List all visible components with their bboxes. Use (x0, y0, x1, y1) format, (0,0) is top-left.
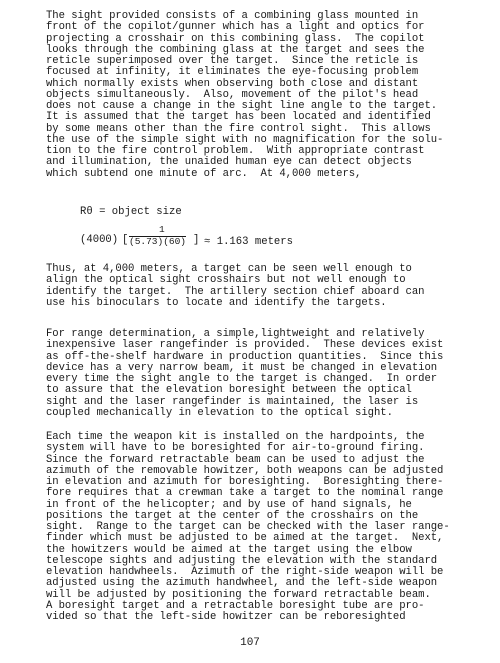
text-line: to assure that the elevation boresight between the optical (46, 384, 412, 397)
text-line: finder which must be adjusted to be aimed at the target. Next, (46, 532, 444, 545)
paragraph-boresighting (46, 432, 482, 623)
text-line: projecting a crosshair on this combining glass. The copilot (46, 32, 425, 45)
paragraph-range-determination (46, 329, 482, 419)
text-line: fore requires that a crewman take a target to the nominal range (46, 487, 444, 500)
paragraph-sight-description (46, 11, 482, 180)
text-line: sight. Range to the target can be checked with the laser range- (46, 521, 450, 533)
text-line: focused at infinity, it eliminates the eye-focusing problem (46, 66, 419, 79)
text-line: For range determination, a simple,lightweight and relatively (46, 328, 425, 340)
text-line: align the optical sight crosshairs but not well enough to (46, 274, 406, 287)
text-line: system will have to be boresighted for air-to-ground firing. (46, 442, 425, 455)
text-line: every time the sight angle to the target is changed. In order (46, 373, 438, 385)
text-line: Thus, at 4,000 meters, a target can be seen well enough to (46, 263, 412, 275)
text-line: It is assumed that the target has been located and identified (46, 111, 431, 124)
text-line: by some means other than the fire control sight. This allows (46, 122, 431, 135)
text-line: looks through the combining glass at the target and sees the (46, 43, 425, 56)
equation-result: ≈ 1.163 meters (204, 236, 294, 248)
text-line: azimuth of the removable howitzer, both weapons can be adjusted (46, 464, 444, 477)
text-line: A boresight target and a retractable boresight tube are pro- (46, 599, 425, 612)
text-line: front of the copilot/gunner which has a light and optics for (46, 21, 425, 34)
equation-numerator: 1 (159, 224, 165, 235)
text-line: will be adjusted by positioning the forward retractable beam. (46, 588, 431, 601)
text-line: elevation handwheels. Azimuth of the right-side weapon will be (46, 566, 444, 578)
text-line: as off-the-shelf hardware in production quantities. Since this (46, 350, 444, 363)
text-line: adjusted using the azimuth handwheel, and the left-side weapon (46, 577, 438, 590)
text-line: telescope sights and adjusting the elevation with the standard (46, 554, 438, 567)
text-line: use his binoculars to locate and identify the targets. (46, 296, 387, 309)
text-line: which normally exists when observing both close and distant (46, 77, 419, 90)
text-line: identify the target. The artillery section chief aboard can (46, 285, 425, 298)
text-line: Each time the weapon kit is installed on the hardpoints, the (46, 431, 425, 443)
text-line: The sight provided consists of a combining glass mounted in (46, 10, 419, 22)
page-number: 107 (240, 637, 260, 649)
text-line: and illumination, the unaided human eye can detect objects (46, 156, 412, 169)
text-line: device has a very narrow beam, it must be changed in elevation (46, 361, 438, 374)
equation-denominator: (5.73)(60) (129, 236, 187, 247)
text-line: Since the forward retractable beam can be used to adjust the (46, 453, 425, 466)
text-line: inexpensive laser rangefinder is provided. These devices exist (46, 339, 444, 352)
text-line: reticle superimposed over the target. Since the reticle is (46, 55, 419, 67)
equation-bracket-left: [ (122, 234, 129, 246)
equation-bracket-right: ] (193, 234, 200, 246)
paragraph-target-visibility (46, 264, 482, 309)
text-line: the use of the simple sight with no magnification for the solu- (46, 133, 444, 146)
text-line: vided so that the left-side howitzer can be reboresighted (46, 611, 406, 623)
text-line: tion to the fire control problem. With appropriate contrast (46, 145, 425, 157)
text-line: objects simultaneously. Also, movement of the pilot's head (46, 88, 419, 101)
text-line: positions the target at the center of the crosshairs on the (46, 509, 419, 522)
text-line: in elevation and azimuth for boresighting. Boresighting there- (46, 476, 444, 488)
equation-line-1: Rθ = object size (80, 206, 182, 218)
text-line: sight and the laser rangefinder is maintained, the laser is (46, 395, 419, 408)
text-line: which subtend one minute of arc. At 4,000 meters, (46, 167, 362, 180)
text-line: the howitzers would be aimed at the target using the elbow (46, 543, 412, 556)
text-line: coupled mechanically in elevation to the optical sight. (46, 406, 393, 419)
text-line: in front of the helicopter; and by use of hand signals, he (46, 498, 412, 511)
text-line: does not cause a change in the sight line angle to the target. (46, 100, 438, 112)
equation-prefix: (4000) (80, 234, 119, 246)
